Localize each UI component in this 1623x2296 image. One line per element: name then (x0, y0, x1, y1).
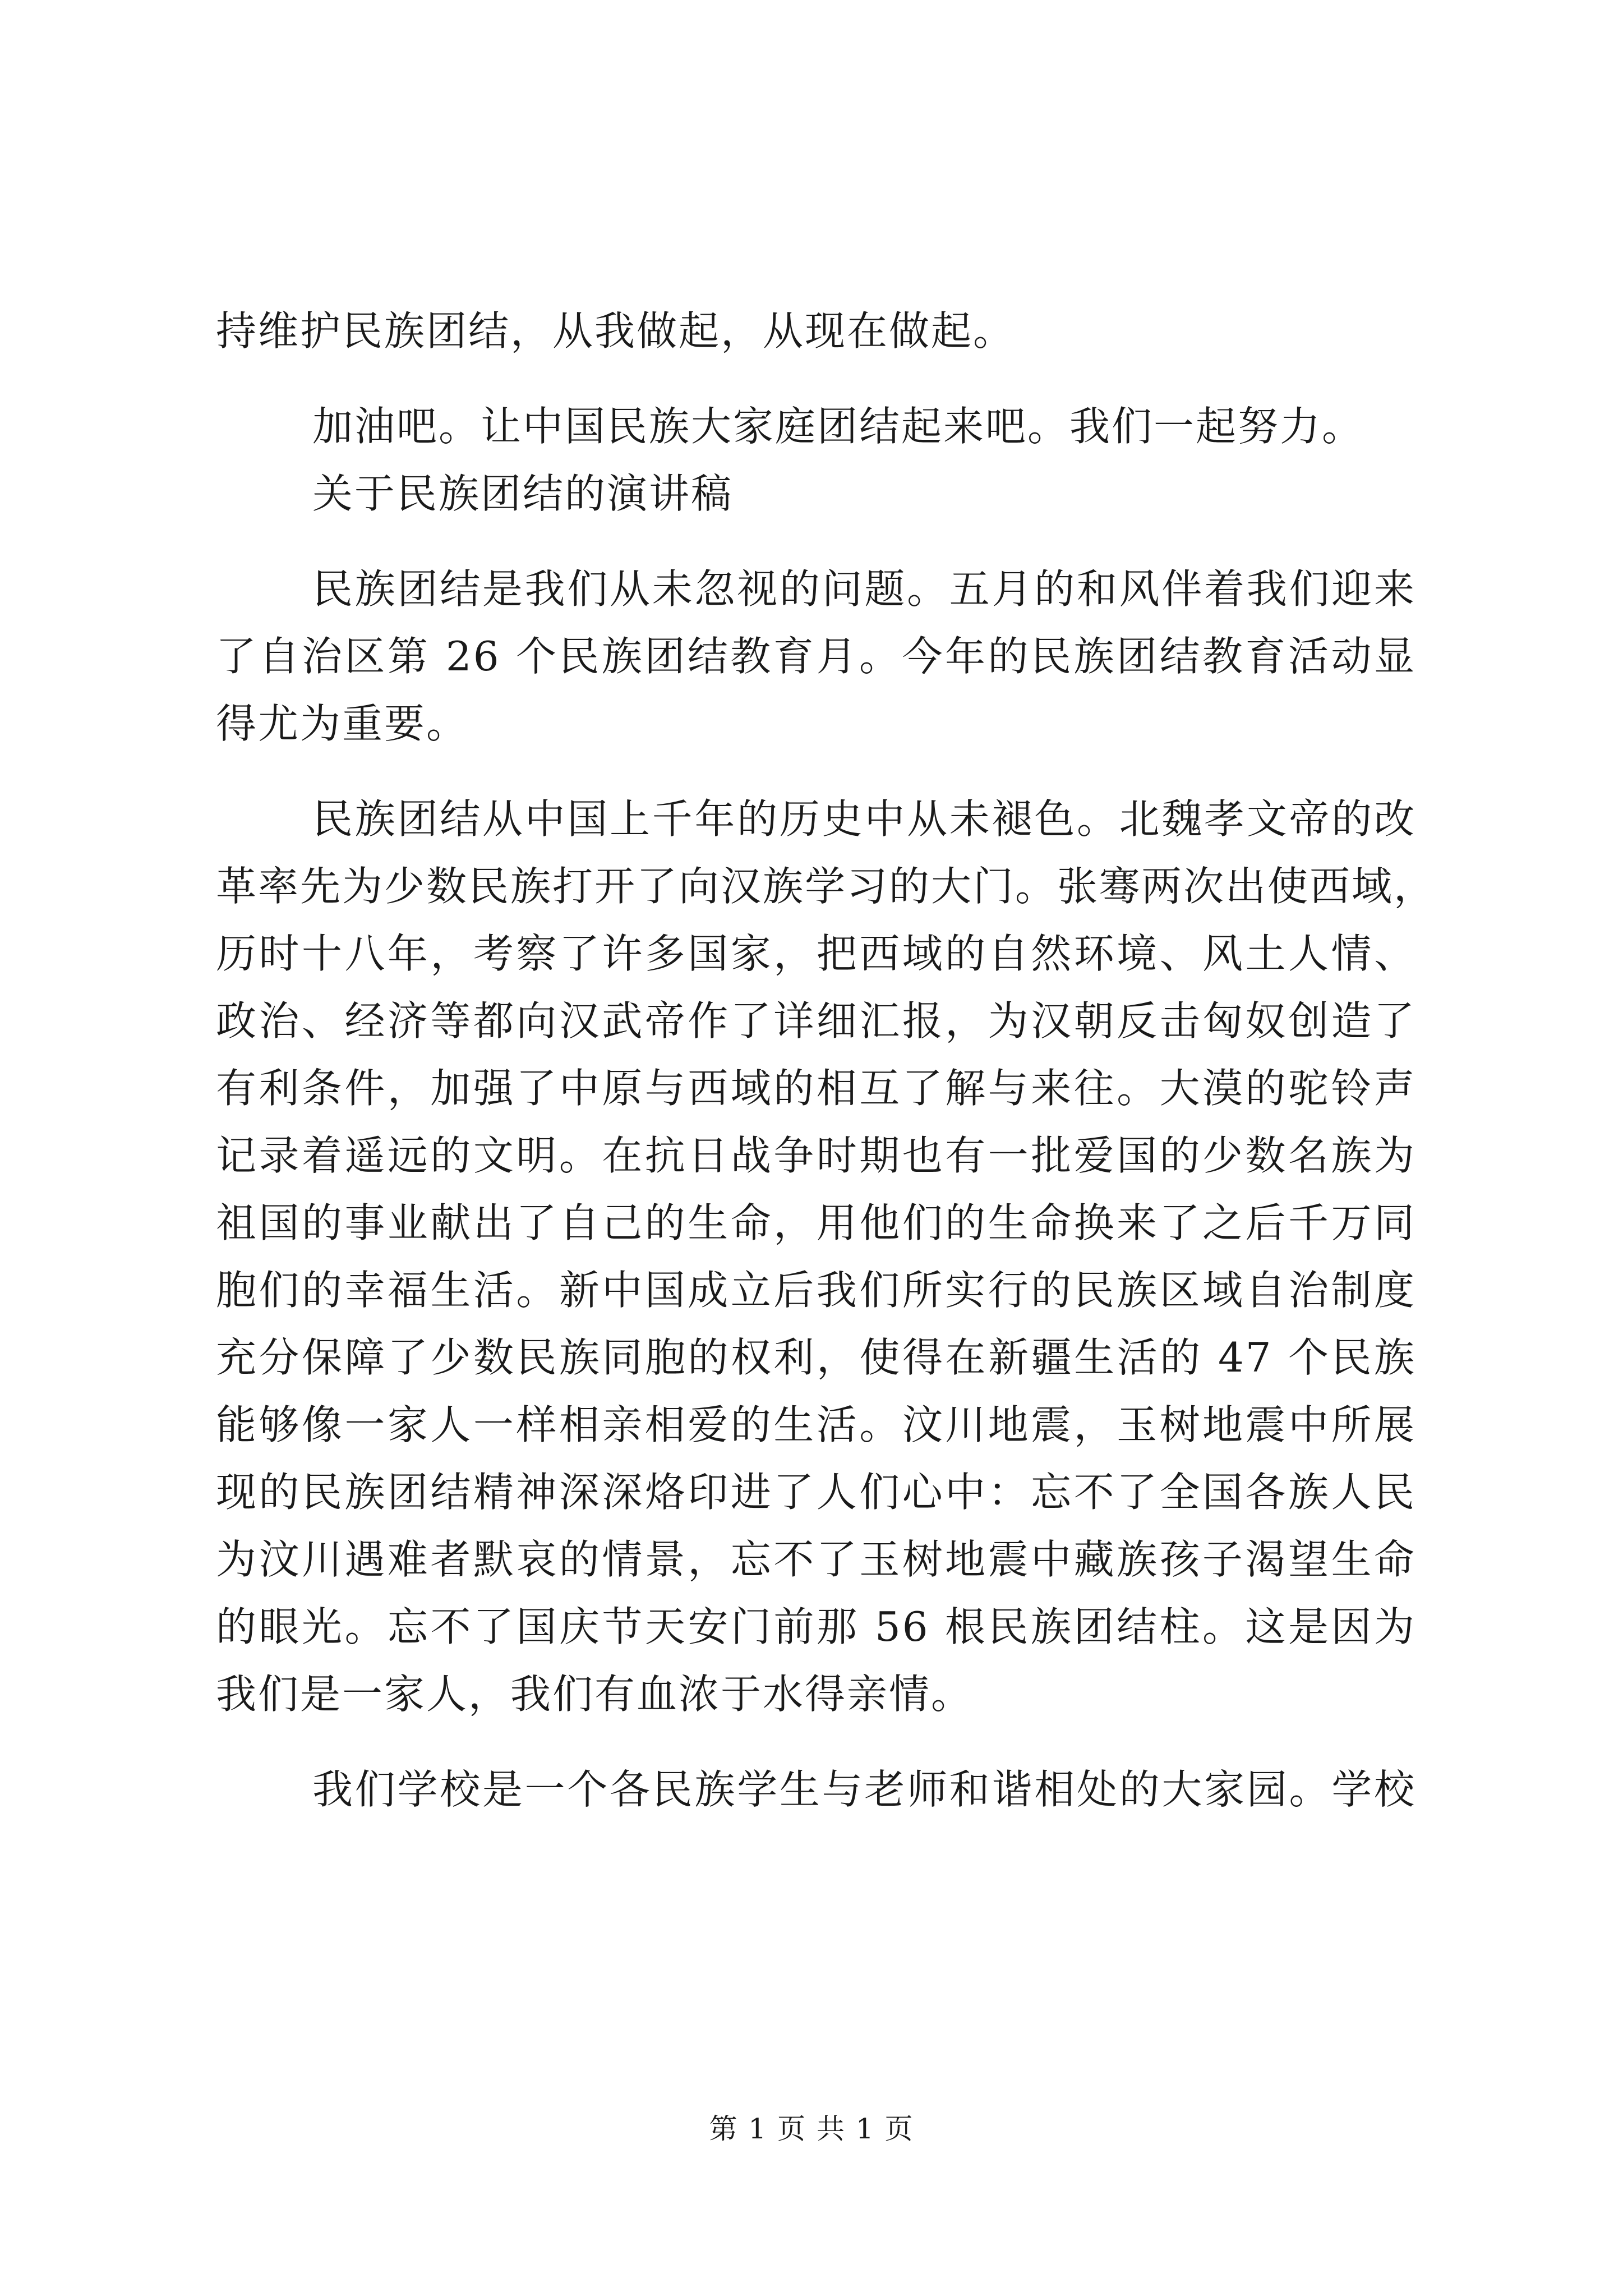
text-line: 政治、经济等都向汉武帝作了详细汇报，为汉朝反击匈奴创造了 (216, 997, 1416, 1045)
text-line: 历时十八年，考察了许多国家，把西域的自然环境、风土人情、 (216, 930, 1416, 977)
text-line: 民族团结是我们从未忽视的问题。五月的和风伴着我们迎来 (312, 565, 1416, 613)
text-line: 有利条件，加强了中原与西域的相互了解与来往。大漠的驼铃声 (216, 1065, 1416, 1112)
text-line: 的眼光。忘不了国庆节天安门前那 56 根民族团结柱。这是因为 (216, 1603, 1416, 1650)
text-line: 现的民族团结精神深深烙印进了人们心中：忘不了全国各族人民 (216, 1469, 1416, 1516)
text-line: 充分保障了少数民族同胞的权利，使得在新疆生活的 47 个民族 (216, 1334, 1416, 1381)
text-line: 能够像一家人一样相亲相爱的生活。汶川地震，玉树地震中所展 (216, 1401, 1416, 1448)
text-line: 了自治区第 26 个民族团结教育月。今年的民族团结教育活动显 (216, 633, 1416, 680)
document-body (216, 297, 1436, 1823)
page-footer (0, 2112, 1623, 2146)
text-line: 祖国的事业献出了自己的生命，用他们的生命换来了之后千万同 (216, 1199, 1416, 1246)
page-number-label: 第 1 页 共 1 页 (709, 2113, 914, 2145)
text-line: 持维护民族团结，从我做起，从现在做起。 (216, 307, 1016, 355)
text-line: 我们是一家人，我们有血浓于水得亲情。 (216, 1671, 974, 1718)
text-line: 记录着遥远的文明。在抗日战争时期也有一批爱国的少数名族为 (216, 1132, 1416, 1179)
text-line: 得尤为重要。 (216, 700, 469, 747)
text-line: 我们学校是一个各民族学生与老师和谐相处的大家园。学校 (312, 1766, 1416, 1813)
text-line: 革率先为少数民族打开了向汉族学习的大门。张骞两次出使西域， (216, 863, 1436, 910)
section-title: 关于民族团结的演讲稿 (312, 470, 734, 517)
text-line: 加油吧。让中国民族大家庭团结起来吧。我们一起努力。 (312, 403, 1364, 450)
text-line: 民族团结从中国上千年的历史中从未褪色。北魏孝文帝的改 (312, 795, 1416, 843)
text-line: 为汶川遇难者默哀的情景，忘不了玉树地震中藏族孩子渴望生命 (216, 1536, 1416, 1583)
text-line: 胞们的幸福生活。新中国成立后我们所实行的民族区域自治制度 (216, 1267, 1416, 1314)
